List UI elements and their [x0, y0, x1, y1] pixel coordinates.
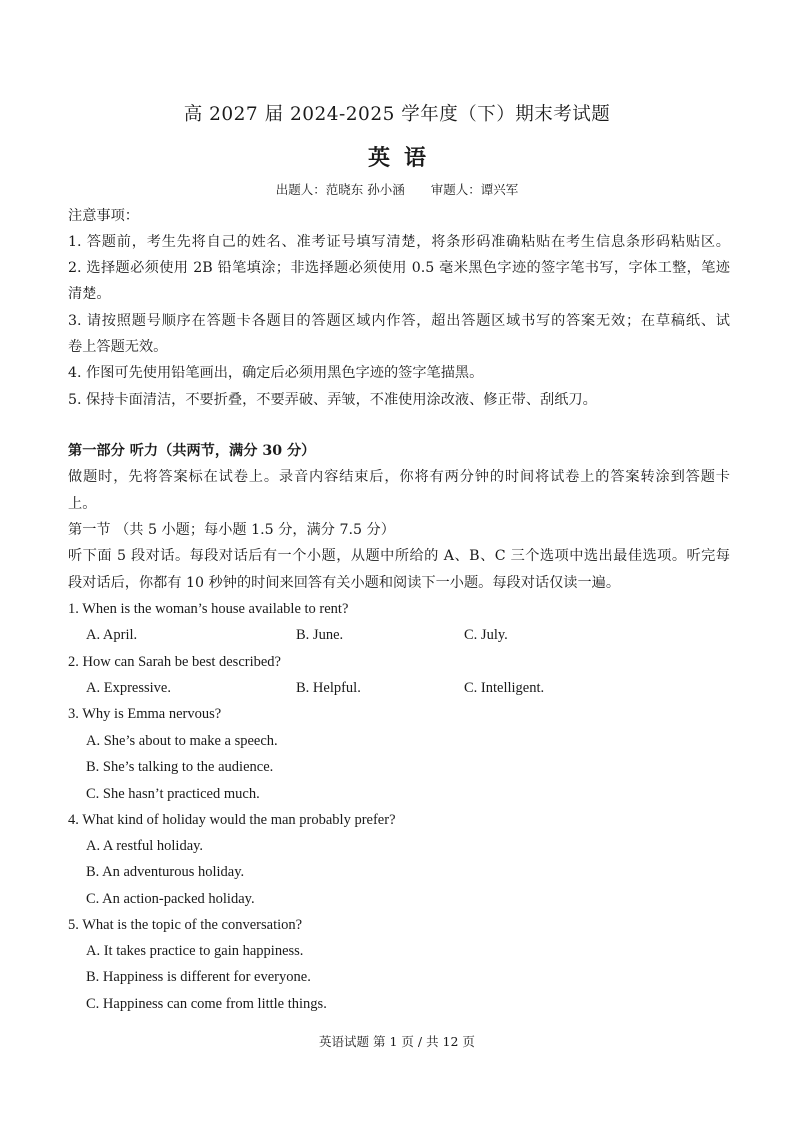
notice-item-3-cont: 卷上答题无效。 [68, 339, 168, 355]
section-one-heading: 第一节 （共 5 小题；每小题 1.5 分，满分 7.5 分） [68, 522, 395, 538]
notice-heading: 注意事项： [68, 208, 139, 224]
page-footer: 英语试题 第 1 页 / 共 12 页 [319, 1034, 475, 1049]
section-one-instructions-cont: 段对话后，你都有 10 秒钟的时间来回答有关小题和阅读下一小题。每段对话仅读一遍。 [68, 575, 621, 591]
setter-names: 出题人：范晓东 孙小涵 [275, 182, 405, 197]
notice-item-2-cont: 清楚。 [68, 286, 111, 302]
part-one-heading: 第一部分 听力（共两节，满分 30 分） [68, 443, 316, 459]
question-5-option-b[interactable]: B. Happiness is different for everyone. [86, 969, 311, 985]
question-1-stem: 1. When is the woman’s house available to rent? [68, 601, 349, 617]
notice-item-4: 4. 作图可先使用铅笔画出，确定后必须用黑色字迹的签字笔描黑。 [68, 365, 484, 381]
reviewer-name: 审题人：谭兴军 [430, 182, 519, 197]
notice-item-3: 3. 请按照题号顺序在答题卡各题目的答题区域内作答，超出答题区域书写的答案无效；在草稿纸、试 [68, 313, 730, 329]
notice-item-1: 1. 答题前，考生先将自己的姓名、准考证号填写清楚，将条形码准确粘贴在考生信息条形码粘贴区。 [68, 234, 730, 250]
subject-title: 英语 [367, 145, 440, 171]
question-5-option-c[interactable]: C. Happiness can come from little things. [86, 996, 327, 1012]
authors-line [0, 180, 794, 198]
option-b[interactable]: B. Helpful. [296, 680, 361, 696]
notice-item-5: 5. 保持卡面清洁，不要折叠，不要弄破、弄皱，不准使用涂改液、修正带、刮纸刀。 [68, 392, 597, 408]
question-5-stem: 5. What is the topic of the conversation? [68, 917, 303, 933]
option-c[interactable]: C. July. [464, 627, 508, 643]
question-4-option-b[interactable]: B. An adventurous holiday. [86, 864, 245, 880]
part-one-intro-cont: 上。 [68, 496, 97, 512]
question-4-stem: 4. What kind of holiday would the man probably prefer? [68, 812, 396, 828]
question-4-option-c[interactable]: C. An action-packed holiday. [86, 891, 255, 907]
exam-title: 高 2027 届 2024-2025 学年度（下）期末考试题 [183, 104, 611, 125]
question-3-option-b[interactable]: B. She’s talking to the audience. [86, 759, 274, 775]
option-a[interactable]: A. April. [86, 627, 138, 643]
question-3-option-c[interactable]: C. She hasn’t practiced much. [86, 786, 260, 802]
question-3-option-a[interactable]: A. She’s about to make a speech. [86, 733, 278, 749]
option-c[interactable]: C. Intelligent. [464, 680, 545, 696]
section-one-instructions: 听下面 5 段对话。每段对话后有一个小题，从题中所给的 A、B、C 三个选项中选出最佳选项。听完每 [68, 548, 730, 564]
question-3-stem: 3. Why is Emma nervous? [68, 706, 222, 722]
option-b[interactable]: B. June. [296, 627, 344, 643]
part-one-intro: 做题时，先将答案标在试卷上。录音内容结束后，你将有两分钟的时间将试卷上的答案转涂到答题卡 [68, 469, 730, 485]
question-4-option-a[interactable]: A. A restful holiday. [86, 838, 204, 854]
option-a[interactable]: A. Expressive. [86, 680, 171, 696]
question-5-option-a[interactable]: A. It takes practice to gain happiness. [86, 943, 304, 959]
question-2-stem: 2. How can Sarah be best described? [68, 654, 281, 670]
notice-item-2: 2. 选择题必须使用 2B 铅笔填涂；非选择题必须使用 0.5 毫米黑色字迹的签字笔书写，字体工整，笔迹 [68, 260, 730, 276]
